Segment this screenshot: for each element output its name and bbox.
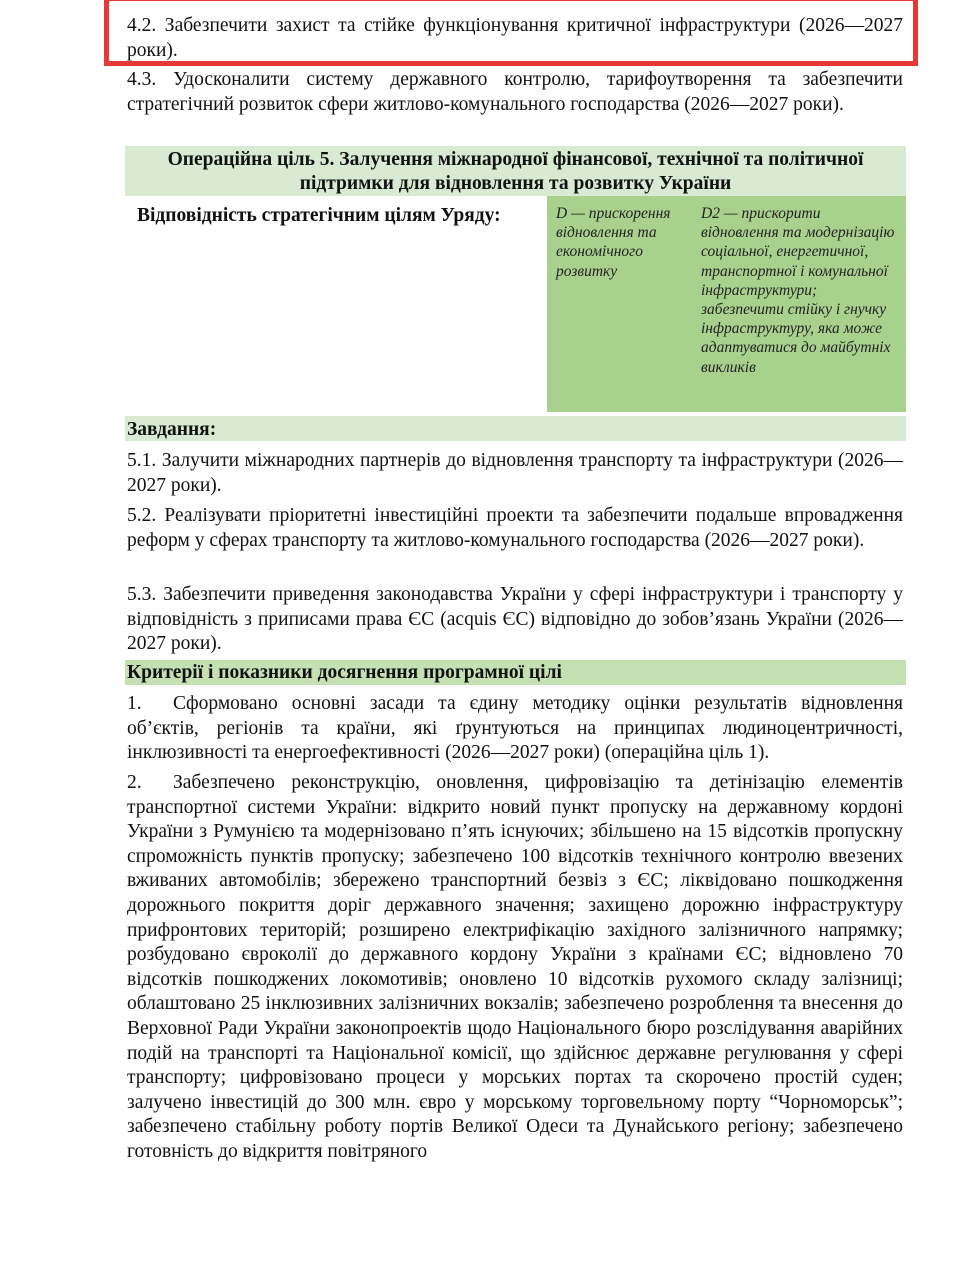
task-4-3: 4.3. Удосконалити систему державного контролю, тарифоутворення та забезпечити стратегічний розвиток сфери житлово-комунального господарства (2026—2027 роки). bbox=[127, 69, 903, 115]
criterion-number: 2. bbox=[127, 772, 142, 793]
tasks-band bbox=[125, 416, 906, 441]
criteria-heading: Критерії і показники досягнення програмної цілі bbox=[127, 662, 562, 683]
criterion-text: Забезпечено реконструкцію, оновлення, цифровізацію та детінізацію елементів транспортної системи України: відкрито новий пункт пропуску на державному кордоні України з Румунією та модернізовано п’ять існуючих; збільшено на 15 відсотків пропускну спроможність пунктів пропуску; забезпечено 100 відсотків технічного контролю ввезених вживаних автомобілів; збережено транспортний безвіз з ЄС; ліквідовано пошкодження дорожнього покриття доріг державного значення; захищено дорожню інфраструктуру прифронтових територій; розширено електрифікацію західного залізничного напрямку; розбудовано євроколії до державного кордону України з країнами ЄС; відновлено 70 відсотків пошкоджених локомотивів; оновлено 10 відсотків рухомого складу залізниці; облаштовано 25 інклюзивних залізничних вокзалів; забезпечено розроблення та внесення до Верховної Ради України законопроектів щодо Національного бюро розслідування аварійних подій на транспорті та Національної комісії, що здійснює державне регулювання у сфері транспорту; цифровізовано процеси у морських портах та скорочено простій суден; залучено інвестицій до 300 млн. євро у морському торговельному порту “Чорноморськ”; забезпечено стабільну роботу портів Великої Одеси та Дунайського регіону; забезпечено готовність до відкриття повітряного bbox=[127, 772, 903, 1162]
criteria-band bbox=[125, 660, 906, 685]
task-5-3: 5.3. Забезпечити приведення законодавства України у сфері інфраструктури і транспорту у відповідність з приписами права ЄС (acquis ЄС) відповідно до зобов’язань України (2026—2027 роки). bbox=[127, 584, 903, 655]
criterion-1 bbox=[127, 692, 903, 766]
alignment-label: Відповідність стратегічним цілям Уряду: bbox=[137, 205, 501, 226]
tasks-heading: Завдання: bbox=[127, 419, 217, 440]
task-5-2: 5.2. Реалізувати пріоритетні інвестиційні проекти та забезпечити подальше впровадження реформ у сферах транспорту та житлово-комунального господарства (2026—2027 роки). bbox=[127, 505, 903, 551]
criterion-2 bbox=[127, 771, 903, 1165]
task-4-2: 4.2. Забезпечити захист та стійке функціонування критичної інфраструктури (2026—2027 роки). bbox=[127, 15, 903, 61]
alignment-col2: D2 — прискорити відновлення та модернізацію соціальної, енергетичної, транспортної і комунальної інфраструктури; забезпечити стійку і гнучку інфраструктуру, яка може адаптуватися до майбутніх викликів bbox=[701, 205, 895, 376]
task-5-1: 5.1. Залучити міжнародних партнерів до відновлення транспорту та інфраструктури (2026—2027 роки). bbox=[127, 450, 903, 496]
criterion-text: Сформовано основні засади та єдину методику оцінки результатів відновлення об’єктів, регіонів та країни, які ґрунтуються на принципах людиноцентричності, інклюзивності та енергоефективності (2026—2027 роки) (операційна ціль 1). bbox=[127, 693, 903, 764]
goal5-band bbox=[125, 146, 906, 196]
alignment-col1: D — прискорення відновлення та економічного розвитку bbox=[556, 205, 671, 280]
goal5-title: Операційна ціль 5. Залучення міжнародної фінансової, технічної та політичної підтримки для відновлення та розвитку України bbox=[167, 149, 864, 194]
criterion-number: 1. bbox=[127, 693, 142, 714]
